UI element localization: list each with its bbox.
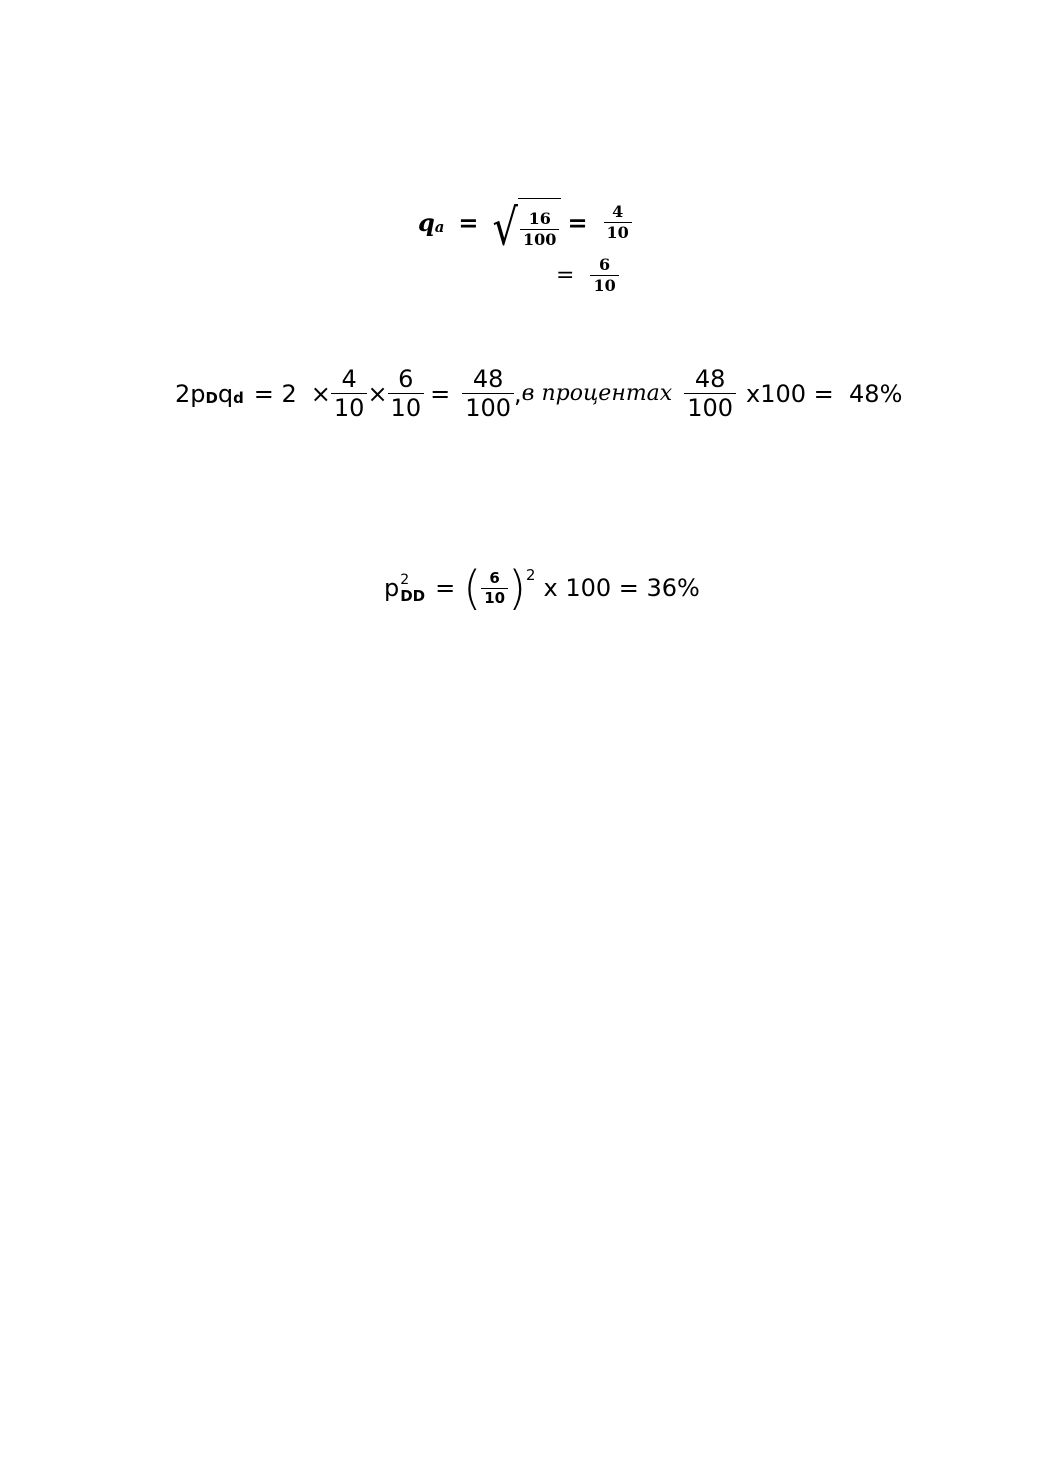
fraction-6-10 (481, 568, 508, 607)
fraction-numerator: 48 (472, 365, 504, 393)
equation-homozygote (384, 561, 700, 615)
equation-heterozygote (175, 367, 902, 420)
result-numerator: 6 (599, 255, 611, 274)
result-numerator: 4 (612, 201, 624, 221)
lhs-p: p (384, 574, 400, 602)
equation-p-result (556, 257, 619, 294)
equals-two: = 2 (253, 379, 297, 408)
lhs-sub-d-upper: D (205, 389, 218, 408)
lhs-2p: 2p (175, 379, 206, 408)
result-denominator: 10 (590, 275, 618, 294)
fraction-48-100 (462, 367, 514, 420)
equals-sign: = (458, 207, 479, 237)
percent-text: в процентах (521, 381, 673, 406)
fraction-6-10 (388, 367, 425, 420)
square-root (492, 196, 562, 257)
equation-q-a (418, 196, 632, 257)
equals-sign: = (430, 379, 451, 408)
radical-icon: √ (492, 199, 519, 257)
equals-sign: = (435, 574, 456, 602)
equals-sign: = (556, 263, 575, 288)
fraction-48-100-b (684, 367, 736, 420)
lhs-sup-sub (400, 573, 425, 604)
exponent: 2 (526, 565, 536, 584)
lhs-subscript: DD (400, 586, 426, 605)
q-subscript: a (434, 217, 445, 236)
fraction-denominator: 100 (462, 393, 514, 420)
fraction-denominator: 100 (684, 393, 736, 420)
lhs-sub-d-lower: d (233, 389, 244, 408)
result-denominator: 10 (604, 222, 632, 241)
percent-result: x100 = 48% (746, 379, 903, 408)
right-paren: ) (508, 561, 527, 615)
times-sign-2: × (367, 379, 388, 408)
lhs-superscript: 2 (400, 571, 410, 588)
fraction-denominator: 10 (481, 588, 508, 606)
percent-result: x 100 = 36% (543, 574, 700, 602)
fraction-4-10 (331, 367, 368, 420)
fraction-denominator: 10 (331, 393, 368, 420)
fraction-denominator: 10 (388, 393, 425, 420)
q-variable: q (418, 207, 435, 237)
equals-sign-2: = (567, 207, 588, 237)
lhs-q: q (217, 379, 234, 408)
sqrt-numerator: 16 (528, 209, 551, 228)
times-sign-1: × (310, 379, 331, 408)
fraction-numerator: 4 (341, 365, 357, 393)
fraction-numerator: 6 (489, 568, 500, 587)
comma: , (514, 379, 522, 408)
result-fraction (604, 201, 632, 242)
sqrt-fraction (520, 211, 559, 248)
sqrt-denominator: 100 (520, 229, 559, 248)
left-paren: ( (463, 561, 482, 615)
fraction-numerator: 6 (398, 365, 414, 393)
result-fraction (590, 257, 618, 294)
fraction-numerator: 48 (694, 365, 726, 393)
